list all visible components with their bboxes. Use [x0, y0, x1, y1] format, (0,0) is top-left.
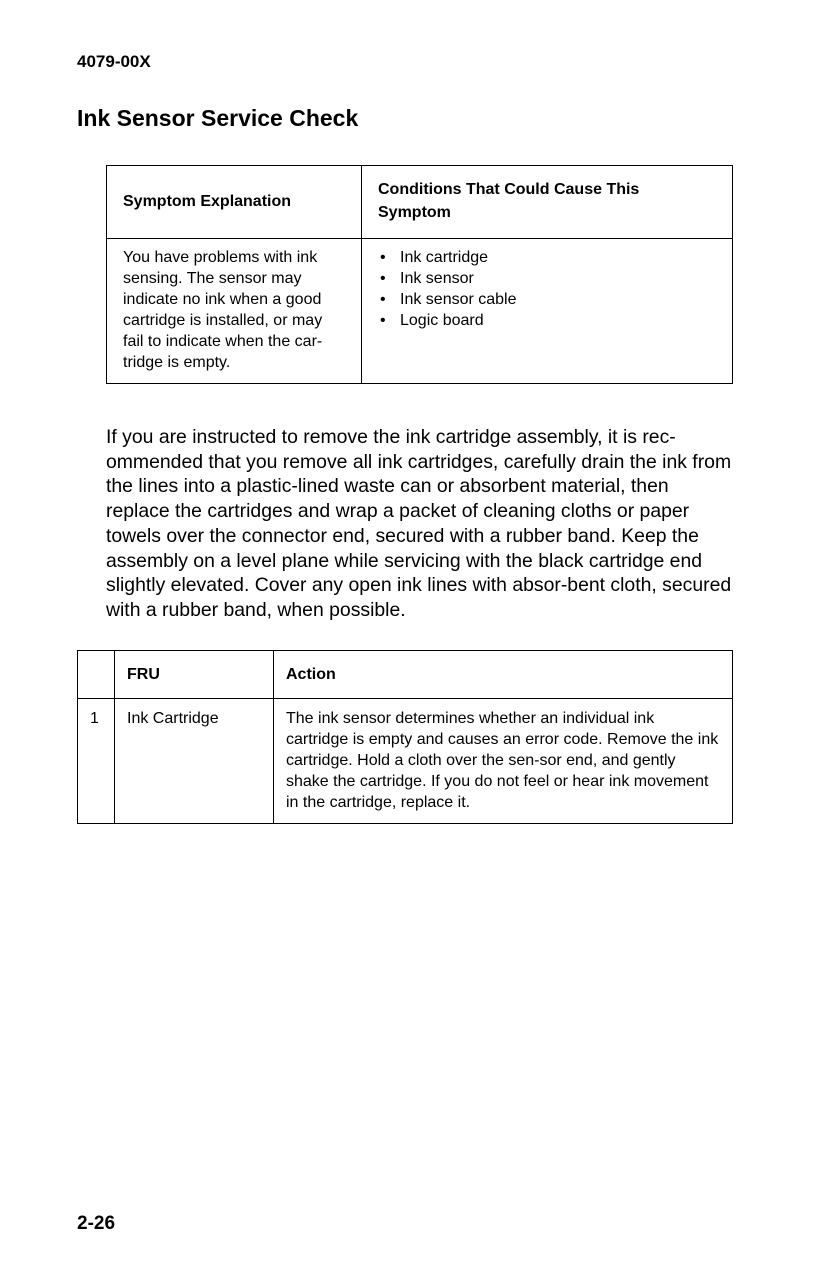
fru-header: FRU [115, 651, 274, 699]
step-number-header [78, 651, 115, 699]
symptom-table [106, 165, 733, 384]
instruction-paragraph: If you are instructed to remove the ink cartridge assembly, it is rec-ommended that you remove all ink cartridges, carefully drain the ink from the lines into a plastic-lined waste can or absorbent material, then replace the cartridges and wrap a packet of cleaning cloths or paper towels over the connector end, secured with a rubber band. Keep the assembly on a level plane while servicing with the black cartridge end slightly elevated. Cover any open ink lines with absor-bent cloth, secured with a rubber band, when possible. [106, 426, 732, 621]
condition-item: • Ink sensor [378, 268, 716, 289]
fru-table-header-row [78, 651, 733, 699]
document-code: 4079-00X [77, 52, 151, 71]
table-row [78, 699, 733, 824]
symptom-explanation-header: Symptom Explanation [107, 166, 362, 239]
fru-action-table [77, 650, 733, 824]
conditions-header: Conditions That Could Cause This Symptom [362, 166, 733, 239]
action-header: Action [274, 651, 733, 699]
symptom-explanation-cell: You have problems with ink sensing. The sensor may indicate no ink when a good cartridge is installed, or may fail to indicate when the car-tridge is empty. [107, 239, 362, 384]
conditions-cell [362, 239, 733, 384]
symptom-table-header-row [107, 166, 733, 239]
page-number: 2-26 [77, 1213, 116, 1234]
condition-item: • Ink sensor cable [378, 289, 716, 310]
conditions-list [378, 247, 716, 331]
fru-cell: Ink Cartridge [115, 699, 274, 824]
condition-item: • Logic board [378, 310, 716, 331]
condition-item: • Ink cartridge [378, 247, 716, 268]
action-cell: The ink sensor determines whether an individual ink cartridge is empty and causes an error code. Remove the ink cartridge. Hold a cloth over the sen-sor end, and gently shake the cartridge. If you do not feel or hear ink movement in the cartridge, replace it. [274, 699, 733, 824]
section-title: Ink Sensor Service Check [77, 105, 359, 131]
symptom-table-row [107, 239, 733, 384]
step-number-cell: 1 [78, 699, 115, 824]
